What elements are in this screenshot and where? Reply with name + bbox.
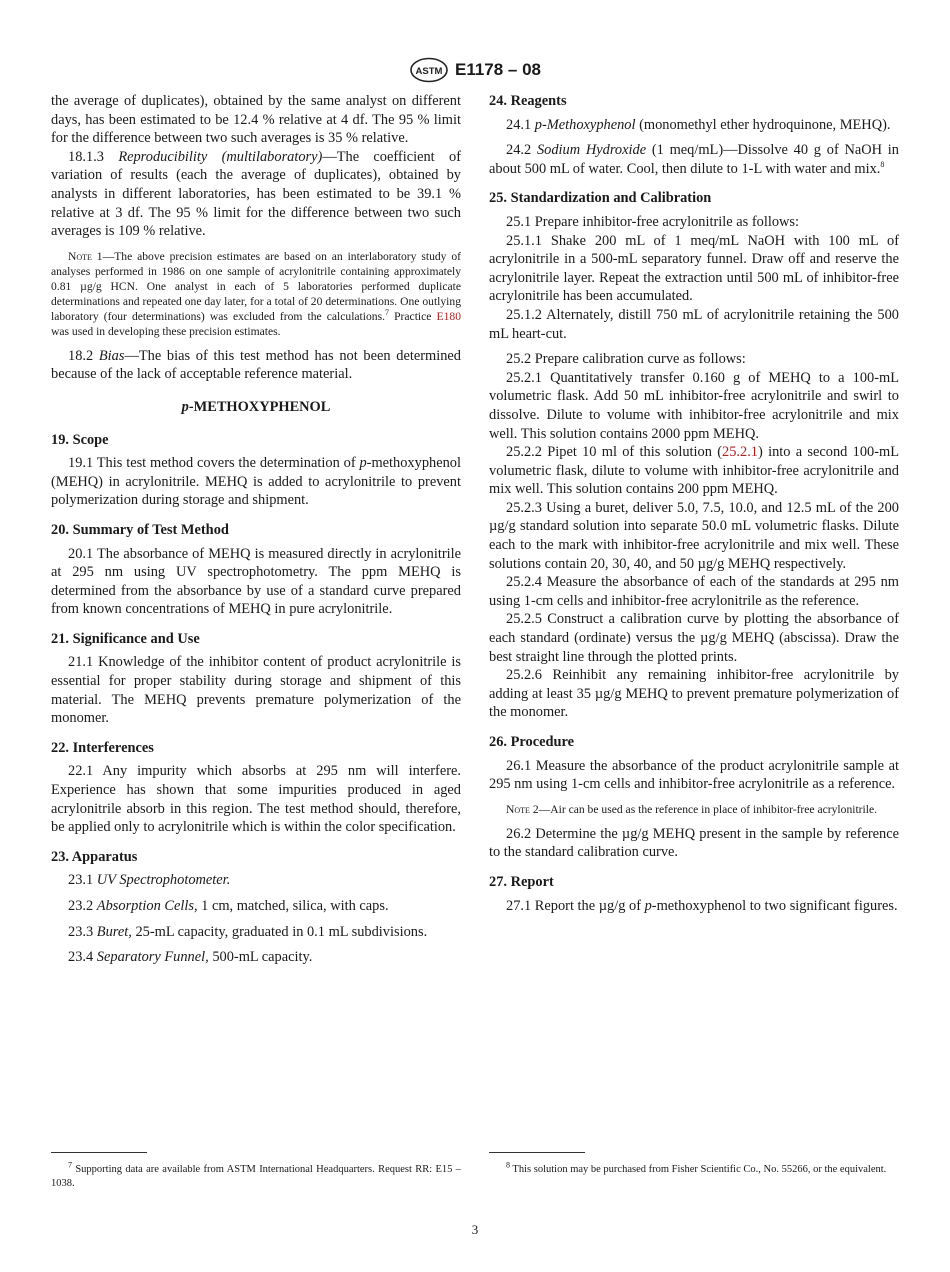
heading-25: 25. Standardization and Calibration — [489, 190, 712, 207]
heading-22: 22. Interferences — [51, 739, 154, 756]
paragraph-25-1: 25.1 Prepare inhibitor-free acrylonitrile as follows: — [506, 213, 800, 230]
svg-text:ASTM: ASTM — [415, 66, 443, 77]
note-2: Note 2—Air can be used as the reference in place of inhibitor-free acrylonitrile. — [506, 802, 878, 816]
heading-19: 19. Scope — [51, 431, 109, 448]
paragraph-27-1: 27.1 Report the µg/g of p-methoxyphenol to two significant figures. — [506, 897, 898, 914]
heading-21: 21. Significance and Use — [51, 630, 200, 647]
section-25-2-1-link[interactable]: 25.2.1 — [722, 444, 758, 461]
paragraph-19-1: 19.1 This test method covers the determination of p-methoxyphenol (MEHQ) in acrylonitrile. MEHQ is added to acrylonitrile to prevent polymerization during storage and shipment. — [51, 455, 461, 509]
paragraph-23-4: 23.4 Separatory Funnel, 500-mL capacity. — [68, 949, 313, 966]
paragraph-24-2: 24.2 Sodium Hydroxide (1 meq/mL)—Dissolve 40 g of NaOH in about 500 mL of water. Cool, then dilute to 1-L with water and mix.$^8$ — [489, 142, 899, 177]
heading-27: 27. Report — [489, 873, 554, 890]
paragraph-26-1: 26.1 Measure the absorbance of the product acrylonitrile sample at 295 nm using 1-cm cells and inhibitor-free acrylonitrile as a reference. — [489, 757, 899, 793]
paragraph-25-2-6: 25.2.6 Reinhibit any remaining inhibitor-free acrylonitrile by adding at least 35 µg/g MEHQ to prevent premature polymerization of the monomer. — [489, 667, 899, 721]
paragraph-25-2-2: 25.2.2 Pipet 10 ml of this solution (25.2.1) into a second 100-mL volumetric flask, dilute to volume with inhibitor-free acrylonitrile and mix well. This solution contains 200 ppm MEHQ. — [489, 444, 899, 498]
paragraph-24-1: 24.1 p-Methoxyphenol (monomethyl ether hydroquinone, MEHQ). — [506, 116, 891, 133]
paragraph-25-2-4: 25.2.4 Measure the absorbance of each of the standards at 295 nm using 1-cm cells and inhibitor-free acrylonitrile as the reference. — [489, 574, 899, 609]
heading-24: 24. Reagents — [489, 93, 567, 109]
astm-logo-icon — [409, 57, 449, 83]
paragraph-18-1-3: 18.1.3 Reproducibility (multilaboratory)—The coefficient of variation of results (each the average of duplicates), obtained by analysts in different laboratories, has been estimated to be 39.1 % relative at 3 df. The 95 % limit for the difference between two such averages is 109 % relative. — [51, 148, 461, 240]
paragraph-25-2-5: 25.2.5 Construct a calibration curve by plotting the absorbance of each standard (ordinate) versus the µg/g MEHQ (abscissa). Draw the best straight line through the plotted prints. — [489, 611, 899, 665]
paragraph-25-1-1: 25.1.1 Shake 200 mL of 1 meq/mL NaOH with 100 mL of acrylonitrile in a 500-mL separatory funnel. Draw off and reserve the acrylonitrile layer. Repeat the extraction until 500 mL of inhibitor-free acrylonitrile has been accumulated. — [489, 232, 899, 305]
paragraph-continuation: the average of duplicates), obtained by the same analyst on different days, has been estimated to be 12.4 % relative at 4 df. The 95 % limit for the difference between two such averages is 35 % relative. — [51, 93, 461, 147]
paragraph-23-2: 23.2 Absorption Cells, 1 cm, matched, silica, with caps. — [68, 898, 389, 914]
paragraph-20-1: 20.1 The absorbance of MEHQ is measured directly in acrylonitrile at 295 nm using UV spectrophotometry. The ppm MEHQ is determined from the absorbance by use of a standard curve prepared from known concentrations of MEHQ in pure acrylonitrile. — [51, 545, 461, 618]
paragraph-18-2: 18.2 Bias—The bias of this test method has not been determined because of the lack of acceptable reference material. — [51, 347, 461, 383]
right-column — [489, 92, 899, 915]
paragraph-25-2: 25.2 Prepare calibration curve as follows: — [506, 351, 746, 368]
section-title: p-METHOXYPHENOL — [181, 398, 331, 415]
heading-23: 23. Apparatus — [51, 848, 138, 865]
footnote-7: $^7$ Supporting data are available from ASTM International Headquarters. Request RR: E15 – 1038. — [51, 1160, 461, 1189]
page-number: 3 — [471, 1222, 479, 1237]
footnote-rule-left — [51, 1152, 147, 1153]
heading-20: 20. Summary of Test Method — [51, 521, 229, 538]
paragraph-23-1: 23.1 UV Spectrophotometer. — [68, 872, 231, 889]
paragraph-22-1: 22.1 Any impurity which absorbs at 295 nm will interfere. Experience has shown that some impurities produced in aged acrylonitrile absorb in this region. The test method should, therefore, be applied only to acrylonitrile which is within the color specification. — [51, 763, 461, 836]
paragraph-25-2-3: 25.2.3 Using a buret, deliver 5.0, 7.5, 10.0, and 12.5 mL of the 200 µg/g standard solution into separate 50.0 mL volumetric flasks. Dilute each to the mark with inhibitor-free acrylonitrile and mix well. These solutions contain 20, 30, 40, and 50 µg/g MEHQ respectively. — [489, 499, 899, 572]
left-column — [51, 92, 461, 967]
paragraph-23-3: 23.3 Buret, 25-mL capacity, graduated in 0.1 mL subdivisions. — [68, 923, 428, 940]
document-id: E1178 – 08 — [454, 60, 542, 79]
footnote-rule-right — [489, 1152, 585, 1153]
note-1: Note 1—The above precision estimates are based on an interlaboratory study of analyses performed in 1986 on one sample of acrylonitrile containing approximately 0.81 µg/g HCN. One analyst in each of 5 laboratories performed duplicate determinations and repeated one day later, for a total of 20 determinations. One outlying laboratory (four determinations) was excluded from the calculations.$^7$ Practice E180 was used in developing these precision estimates. — [51, 249, 461, 338]
heading-26: 26. Procedure — [489, 734, 574, 750]
page-header — [0, 56, 950, 84]
paragraph-21-1: 21.1 Knowledge of the inhibitor content of product acrylonitrile is essential for proper stability during storage and shipment of this material. The MEHQ prevents premature polymerization of the monomer. — [51, 654, 461, 727]
paragraph-25-2-1: 25.2.1 Quantitatively transfer 0.160 g of MEHQ to a 100-mL volumetric flask. Add 50 mL inhibitor-free acrylonitrile and swirl to dissolve. Dilute to volume with inhibitor-free acrylonitrile and mix well. This solution contains 2000 ppm MEHQ. — [489, 369, 899, 442]
e180-link[interactable]: E180 — [436, 309, 461, 323]
paragraph-25-1-2: 25.1.2 Alternately, distill 750 mL of acrylonitrile retaining the 500 mL heart-cut. — [489, 306, 899, 342]
footnote-8: $^8$ This solution may be purchased from Fisher Scientific Co., No. 55266, or the equivalent. — [506, 1160, 887, 1175]
paragraph-26-2: 26.2 Determine the µg/g MEHQ present in the sample by reference to the standard calibration curve. — [489, 825, 899, 861]
